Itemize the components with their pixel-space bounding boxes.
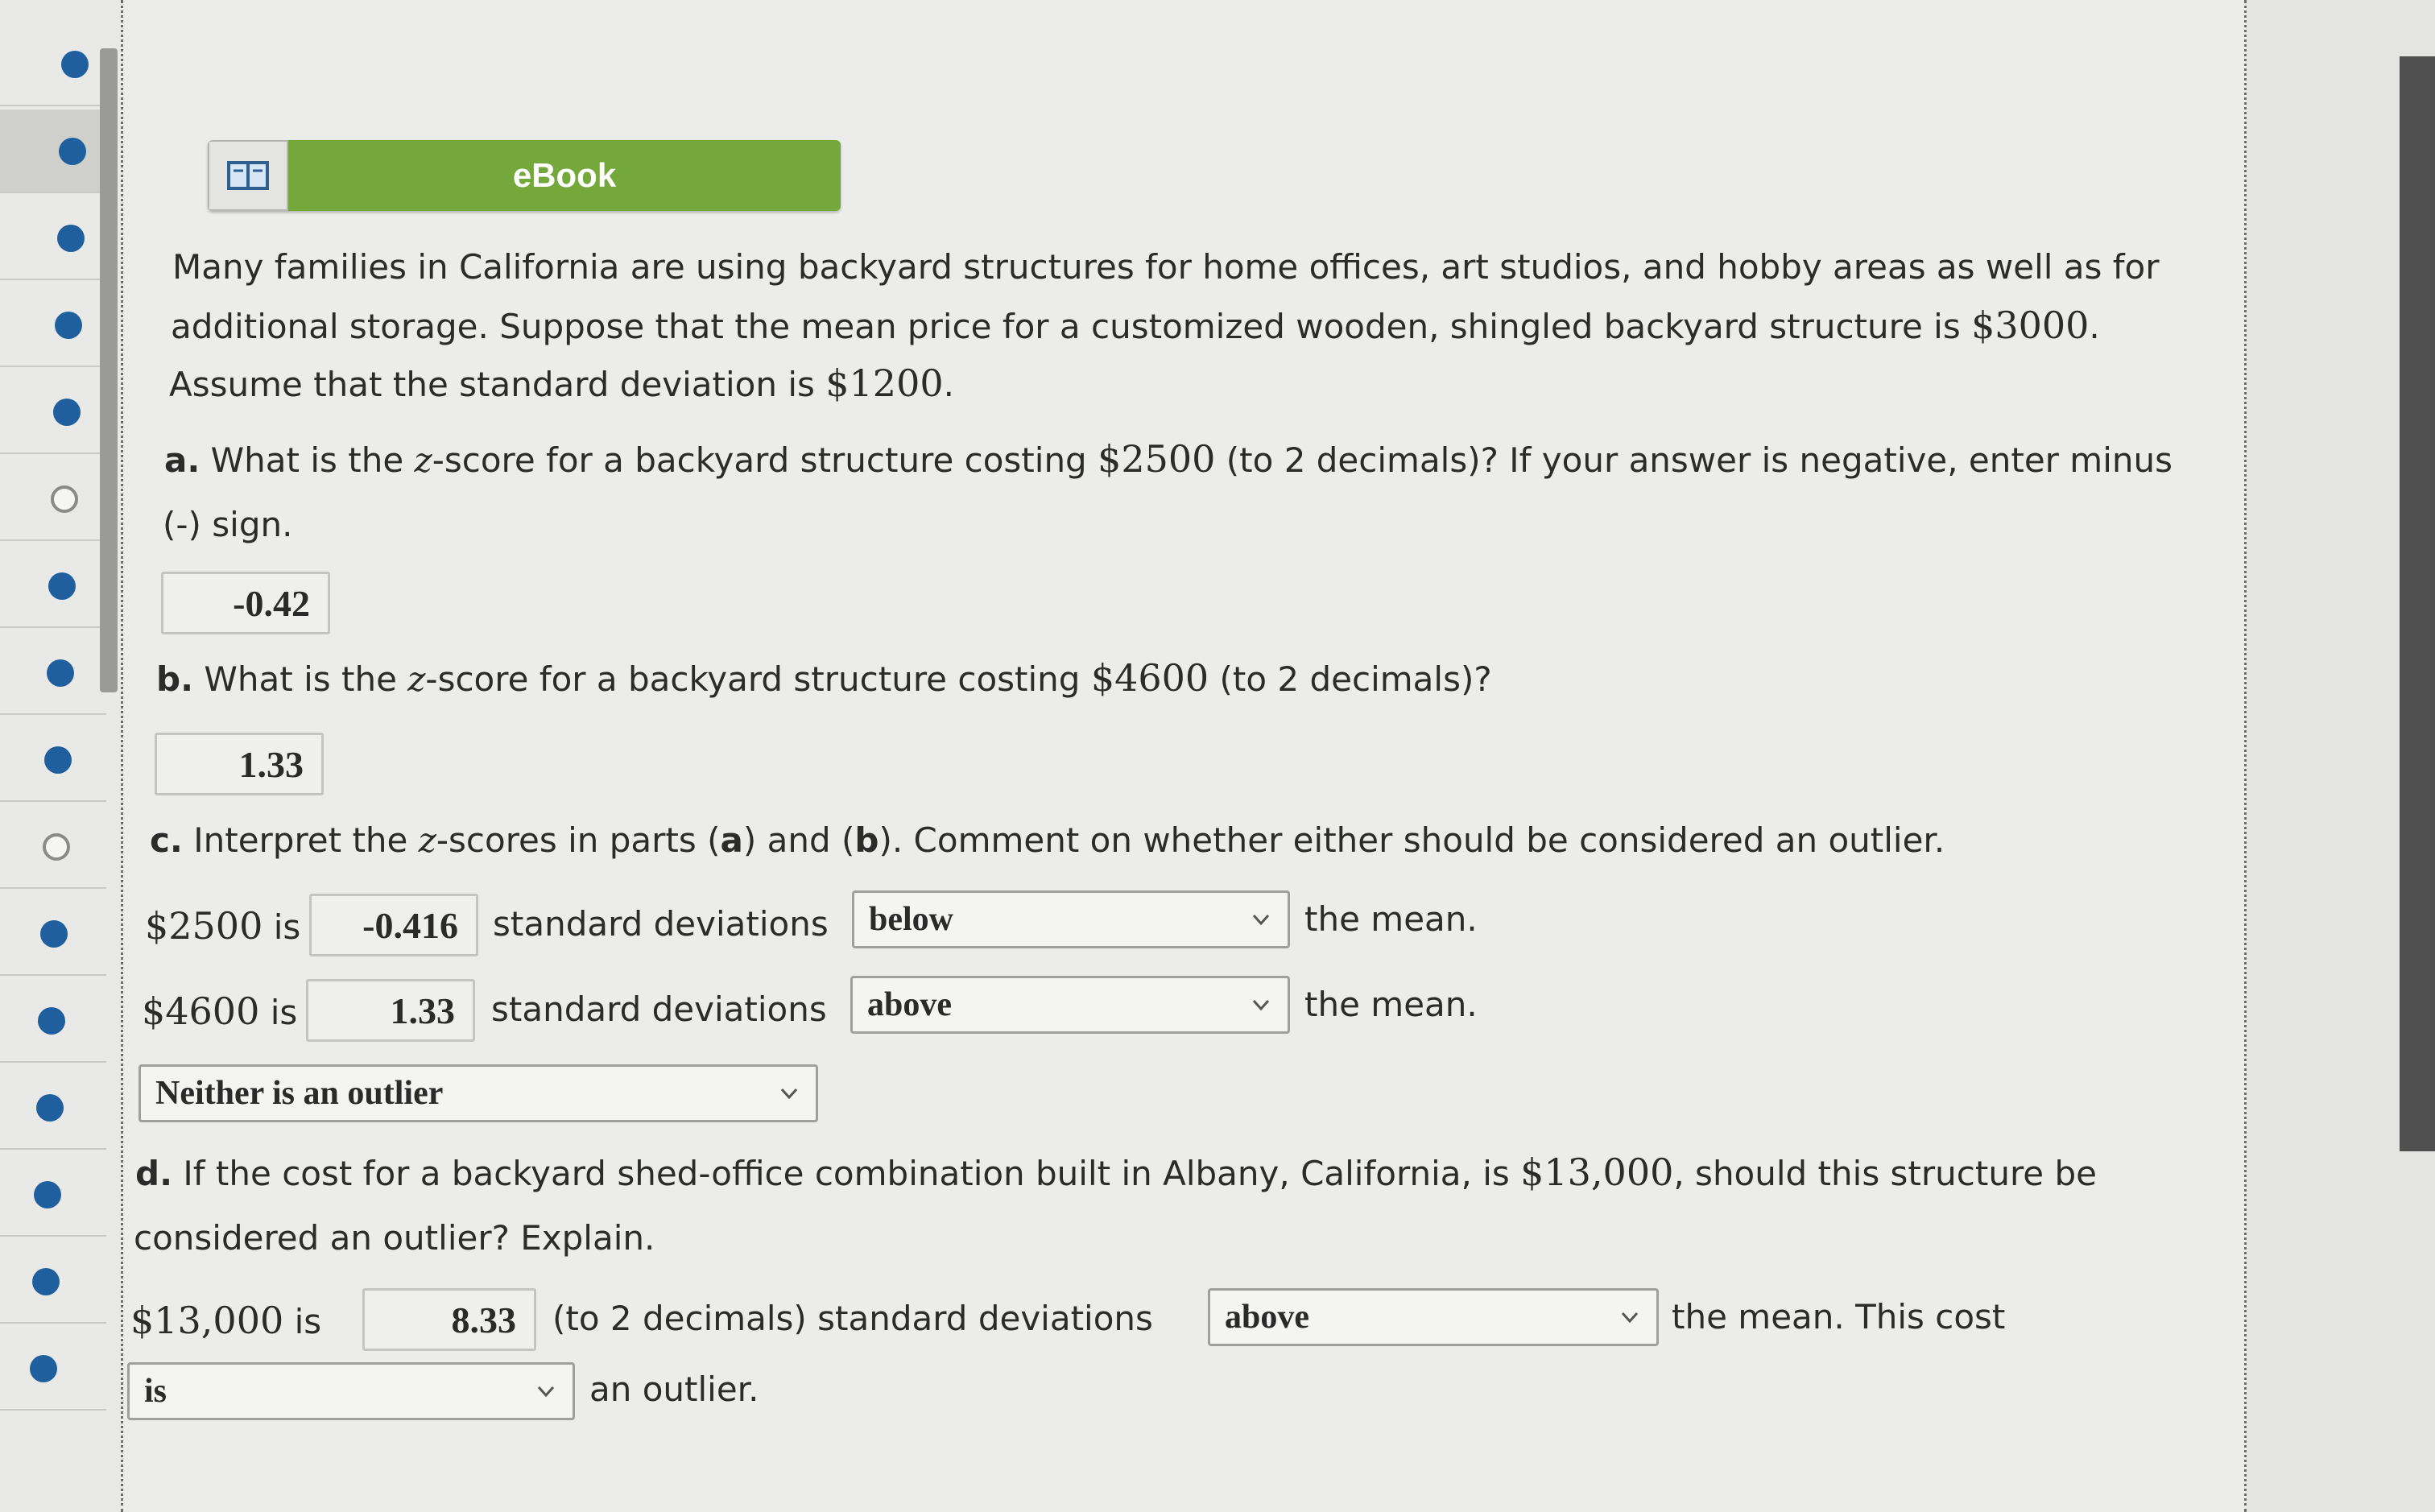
nav-scrollbar[interactable]: [100, 48, 118, 692]
row2-zscore-input[interactable]: 1.33: [306, 979, 475, 1042]
z-symbol: z: [407, 659, 426, 699]
z-symbol: z: [418, 820, 436, 860]
page-scrollbar[interactable]: [2400, 56, 2435, 1151]
nav-question-item[interactable]: [0, 631, 106, 715]
part-a-question: [164, 436, 2172, 483]
ebook-button[interactable]: [208, 140, 841, 211]
row2-direction-select[interactable]: [850, 976, 1290, 1034]
part-d-direction-select[interactable]: [1208, 1288, 1659, 1346]
select-value: below: [869, 901, 953, 938]
question-text: What is the: [204, 659, 397, 699]
intro-line-1: Many families in California are using backyard structures for home offices, art studios, and hobby areas as well as for: [172, 247, 2160, 287]
chevron-down-icon: [1249, 907, 1273, 932]
intro-text: Assume that the standard deviation is: [169, 365, 815, 404]
part-a-label: a.: [164, 440, 201, 480]
row1-direction-select[interactable]: [852, 890, 1290, 948]
part-b-answer-input[interactable]: 1.33: [155, 733, 324, 795]
row1-tail: the mean.: [1304, 899, 1478, 939]
nav-question-item[interactable]: [0, 892, 106, 976]
z-symbol: z: [414, 440, 432, 480]
answered-dot-icon: [47, 659, 74, 687]
nav-question-item[interactable]: [0, 196, 106, 280]
part-d-mid-label: (to 2 decimals) standard deviations: [552, 1299, 1153, 1338]
part-d-label: d.: [135, 1154, 173, 1193]
part-d-row-prefix: [130, 1298, 321, 1345]
answered-dot-icon: [48, 572, 76, 600]
nav-question-item[interactable]: [0, 1153, 106, 1237]
answered-dot-icon: [44, 746, 72, 774]
chevron-down-icon: [534, 1379, 558, 1403]
nav-question-item[interactable]: [0, 1327, 106, 1411]
part-b-label: b.: [156, 659, 194, 699]
row2-is: is: [270, 993, 298, 1032]
intro-line-2: [171, 303, 2100, 349]
answered-dot-icon: [61, 51, 89, 78]
chevron-down-icon: [1249, 993, 1273, 1017]
row1-is: is: [273, 907, 301, 947]
answered-dot-icon: [55, 312, 82, 339]
question-text: ) and (: [742, 820, 855, 860]
select-value: is: [144, 1373, 167, 1410]
select-value: Neither is an outlier: [155, 1075, 444, 1112]
nav-question-item[interactable]: [0, 718, 106, 802]
question-text: -score for a backyard structure costing: [432, 440, 1087, 480]
part-d-is: is: [294, 1302, 322, 1341]
question-text: Interpret the: [193, 820, 408, 860]
answered-dot-icon: [53, 399, 81, 426]
row1-zscore-input[interactable]: -0.416: [309, 894, 478, 956]
row2-tail: the mean.: [1304, 985, 1478, 1024]
mean-price: $3000: [1971, 304, 2090, 347]
question-text: ). Comment on whether either should be considered an outlier.: [879, 820, 1945, 860]
intro-period: .: [943, 365, 954, 404]
nav-question-item[interactable]: [0, 1066, 106, 1150]
answered-dot-icon: [38, 1007, 65, 1035]
part-ref-b: b: [854, 820, 879, 860]
row2-price: $4600: [142, 989, 260, 1033]
chevron-down-icon: [777, 1081, 801, 1105]
part-d-tail: the mean. This cost: [1672, 1297, 2006, 1336]
part-d-outlier-select[interactable]: [127, 1362, 575, 1420]
part-ref-a: a: [720, 820, 743, 860]
unanswered-dot-icon: [43, 833, 70, 861]
part-d-price: $13,000: [1520, 1151, 1674, 1194]
answered-dot-icon: [36, 1094, 64, 1122]
nav-question-item[interactable]: [0, 23, 106, 106]
part-b-question: [156, 655, 1492, 702]
row1-price: $2500: [145, 904, 263, 948]
select-value: above: [1225, 1299, 1309, 1336]
answered-dot-icon: [57, 225, 85, 252]
question-text: (to 2 decimals)? If your answer is negative, enter minus: [1226, 440, 2172, 480]
part-d-zscore-input[interactable]: 8.33: [362, 1288, 536, 1351]
row2-sd-label: standard deviations: [491, 989, 827, 1029]
question-text: (to 2 decimals)?: [1219, 659, 1492, 699]
nav-question-item[interactable]: [0, 805, 106, 889]
answered-dot-icon: [32, 1268, 60, 1295]
nav-question-item[interactable]: [0, 979, 106, 1063]
part-d-row-price: $13,000: [130, 1299, 284, 1342]
part-a-answer-input[interactable]: -0.42: [161, 572, 330, 634]
intro-period: .: [2089, 307, 2100, 346]
outlier-conclusion-select[interactable]: [138, 1064, 818, 1122]
question-text: , should this structure be: [1673, 1154, 2097, 1193]
book-icon: [208, 140, 288, 211]
std-dev-value: $1200: [825, 361, 944, 405]
part-b-price: $4600: [1090, 656, 1209, 700]
answered-dot-icon: [30, 1355, 57, 1382]
answered-dot-icon: [34, 1181, 61, 1208]
part-d-end: an outlier.: [589, 1369, 759, 1409]
question-text: -scores in parts (: [436, 820, 721, 860]
nav-question-item[interactable]: [0, 1240, 106, 1324]
intro-text: additional storage. Suppose that the mean price for a customized wooden, shingled backyard structure is: [171, 307, 1961, 346]
nav-question-item[interactable]: [0, 370, 106, 454]
answered-dot-icon: [59, 138, 86, 165]
answered-dot-icon: [40, 920, 68, 948]
question-text: What is the: [210, 440, 404, 480]
part-c-question: [150, 818, 1945, 863]
row1-prefix: [145, 903, 300, 950]
question-panel: [121, 0, 2247, 1512]
row1-sd-label: standard deviations: [493, 904, 829, 944]
nav-question-item[interactable]: [0, 457, 106, 541]
question-navigator: [0, 0, 122, 1512]
part-a-price: $2500: [1098, 437, 1216, 481]
part-a-question-cont: (-) sign.: [163, 505, 293, 544]
nav-question-item[interactable]: [0, 544, 106, 628]
unanswered-dot-icon: [51, 485, 78, 513]
intro-line-3: [169, 361, 954, 407]
part-d-question-cont: considered an outlier? Explain.: [134, 1218, 655, 1258]
chevron-down-icon: [1618, 1305, 1642, 1329]
nav-question-item[interactable]: [0, 283, 106, 367]
part-d-question: [135, 1150, 2097, 1196]
question-text: If the cost for a backyard shed-office combination built in Albany, California, is: [183, 1154, 1510, 1193]
question-text: -score for a backyard structure costing: [425, 659, 1081, 699]
ebook-label: eBook: [288, 140, 841, 211]
select-value: above: [867, 986, 952, 1023]
part-c-label: c.: [150, 820, 183, 860]
nav-question-item[interactable]: [0, 109, 106, 193]
row2-prefix: [142, 989, 297, 1035]
